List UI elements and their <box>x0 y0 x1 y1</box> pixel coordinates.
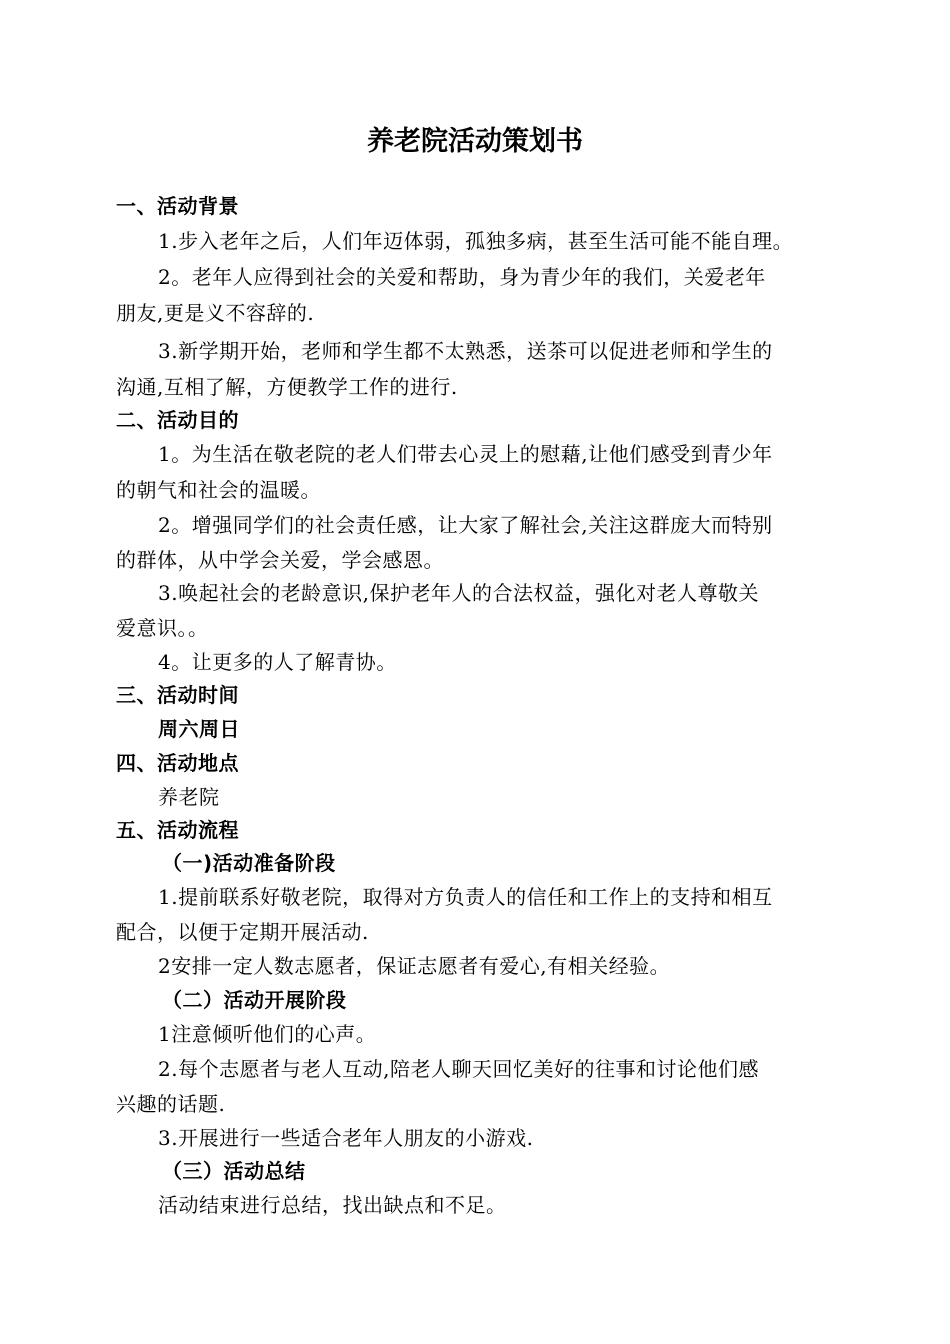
section-heading-time: 三、活动时间 <box>116 683 239 707</box>
paragraph-line: 2。增强同学们的社会责任感，让大家了解社会,关注这群庞大而特别 <box>158 513 773 537</box>
paragraph-line: 4。让更多的人了解青协。 <box>158 650 397 674</box>
section-heading-location: 四、活动地点 <box>116 751 239 775</box>
paragraph-line: 1注意倾听他们的心声。 <box>158 1022 377 1046</box>
paragraph-line: 1.提前联系好敬老院，取得对方负责人的信任和工作上的支持和相互 <box>158 885 773 909</box>
paragraph-line: 3.唤起社会的老龄意识,保护老年人的合法权益，强化对老人尊敬关 <box>158 581 759 605</box>
paragraph-line: 的群体，从中学会关爱，学会感恩。 <box>116 548 444 572</box>
paragraph-line: 沟通,互相了解，方便教学工作的进行. <box>116 375 458 399</box>
section-heading-process: 五、活动流程 <box>116 818 239 842</box>
paragraph-line: 的朝气和社会的温暖。 <box>116 478 321 502</box>
section-heading-purpose: 二、活动目的 <box>116 408 239 432</box>
paragraph-line: 1。为生活在敬老院的老人们带去心灵上的慰藉,让他们感受到青少年 <box>158 442 773 466</box>
paragraph-line: 活动结束进行总结，找出缺点和不足。 <box>158 1193 507 1217</box>
paragraph-line: 配合，以便于定期开展活动. <box>116 920 369 944</box>
paragraph-line: 兴趣的话题. <box>116 1092 226 1116</box>
paragraph-line: 爱意识。。 <box>116 616 209 640</box>
paragraph-line: 3.开展进行一些适合老年人朋友的小游戏. <box>158 1126 534 1150</box>
paragraph-line: 2。老年人应得到社会的关爱和帮助，身为青少年的我们，关爱老年 <box>158 265 766 289</box>
paragraph-line: 朋友,更是义不容辞的. <box>116 301 315 325</box>
paragraph-line: 1.步入老年之后，人们年迈体弱，孤独多病，甚至生活可能不能自理。 <box>158 229 794 253</box>
section-heading-background: 一、活动背景 <box>116 194 239 218</box>
paragraph-line: 2.每个志愿者与老人互动,陪老人聊天回忆美好的往事和讨论他们感 <box>158 1057 759 1081</box>
paragraph-line: 3.新学期开始，老师和学生都不太熟悉，送茶可以促进老师和学生的 <box>158 339 773 363</box>
document-title: 养老院活动策划书 <box>367 126 583 157</box>
subsection-heading-summary: （三）活动总结 <box>162 1159 306 1183</box>
subsection-heading-execution: （二）活动开展阶段 <box>162 988 347 1012</box>
subsection-heading-preparation: （一)活动准备阶段 <box>162 851 336 875</box>
activity-time-value: 周六周日 <box>158 717 240 741</box>
paragraph-line: 2安排一定人数志愿者，保证志愿者有爱心,有相关经验。 <box>158 954 671 978</box>
activity-location-value: 养老院 <box>158 785 220 809</box>
